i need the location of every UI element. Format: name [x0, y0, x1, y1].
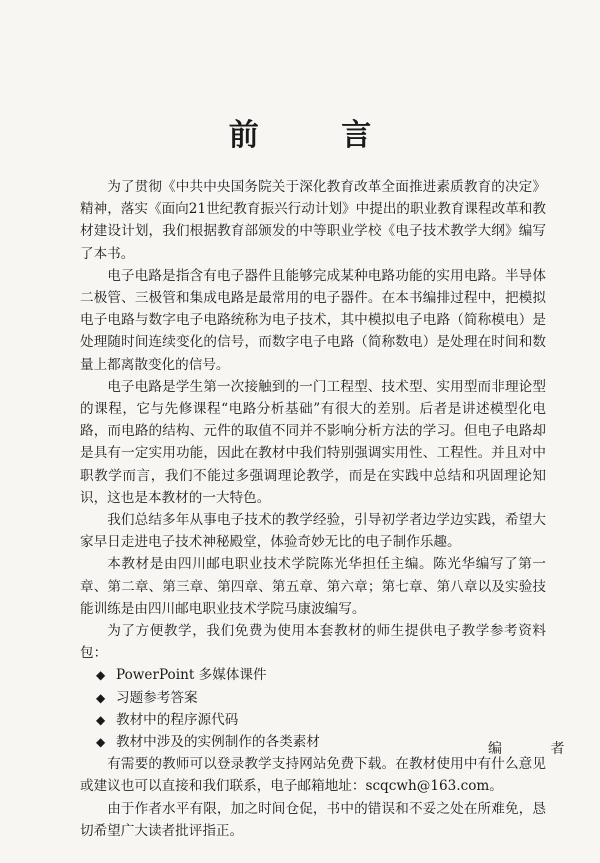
list-item-text: PowerPoint 多媒体课件	[116, 667, 267, 684]
list-item	[94, 709, 546, 731]
list-item-text: 教材中涉及的实例制作的各类素材	[116, 734, 320, 751]
author-signature: 编 者	[488, 741, 587, 757]
list-item-text: 习题参考答案	[116, 689, 198, 706]
paragraph: 为了贯彻《中共中央国务院关于深化教育改革全面推进素质教育的决定》精神，落实《面向21世纪教育振兴行动计划》中提出的职业教育课程改革和教材建设计划，我们根据教育部颁发的中等职业学校《电子技术教学大纲》编写了本书。	[80, 179, 546, 262]
paragraph: 有需要的教师可以登录教学支持网站免费下载。在教材使用中有什么意见或建议也可以直接和我们联系，电子邮箱地址：scqcwh@163.com。	[80, 756, 546, 795]
paragraph: 由于作者水平有限，加之时间仓促，书中的错误和不妥之处在所难免，恳切希望广大读者批评指正。	[80, 800, 546, 839]
page-title: 前 言	[228, 118, 408, 153]
diamond-bullet-icon: ◆	[96, 690, 106, 705]
diamond-bullet-icon: ◆	[96, 668, 106, 683]
resource-list	[80, 664, 546, 753]
paragraph: 为了方便教学，我们免费为使用本套教材的师生提供电子教学参考资料包：	[80, 623, 546, 662]
paragraph: 我们总结多年从事电子技术的教学经验，引导初学者边学边实践，希望大家早日走进电子技术神秘殿堂，体验奇妙无比的电子制作乐趣。	[80, 512, 546, 551]
diamond-bullet-icon: ◆	[96, 735, 106, 750]
list-item	[94, 664, 546, 686]
diamond-bullet-icon: ◆	[96, 712, 106, 727]
list-item-text: 教材中的程序源代码	[116, 711, 239, 728]
paragraph: 电子电路是指含有电子器件且能够完成某种电路功能的实用电路。半导体二极管、三极管和集成电路是最常用的电子器件。在本书编排过程中，把模拟电子电路与数字电子电路统称为电子技术，其中模拟电子电路（简称模电）是处理随时间连续变化的信号，而数字电子电路（简称数电）是处理在时间和数量上都离散变化的信号。	[80, 267, 546, 373]
preface-body	[80, 176, 546, 842]
paragraph: 本教材是由四川邮电职业技术学院陈光华担任主编。陈光华编写了第一章、第二章、第三章、第四章、第五章、第六章；第七章、第八章以及实验技能训练是由四川邮电职业技术学院马康波编写。	[80, 556, 546, 617]
list-item	[94, 687, 546, 709]
list-item	[94, 731, 546, 753]
paragraph: 电子电路是学生第一次接触到的一门工程型、技术型、实用型而非理论型的课程，它与先修课程“电路分析基础”有很大的差别。后者是讲述模型化电路，而电路的结构、元件的取值不同并不影响分析方法的学习。但电子电路却是具有一定实用功能，因此在教材中我们特别强调实用性、工程性。并且对中职教学而言，我们不能过多强调理论教学，而是在实践中总结和巩固理论知识，这也是本教材的一大特色。	[80, 378, 546, 506]
